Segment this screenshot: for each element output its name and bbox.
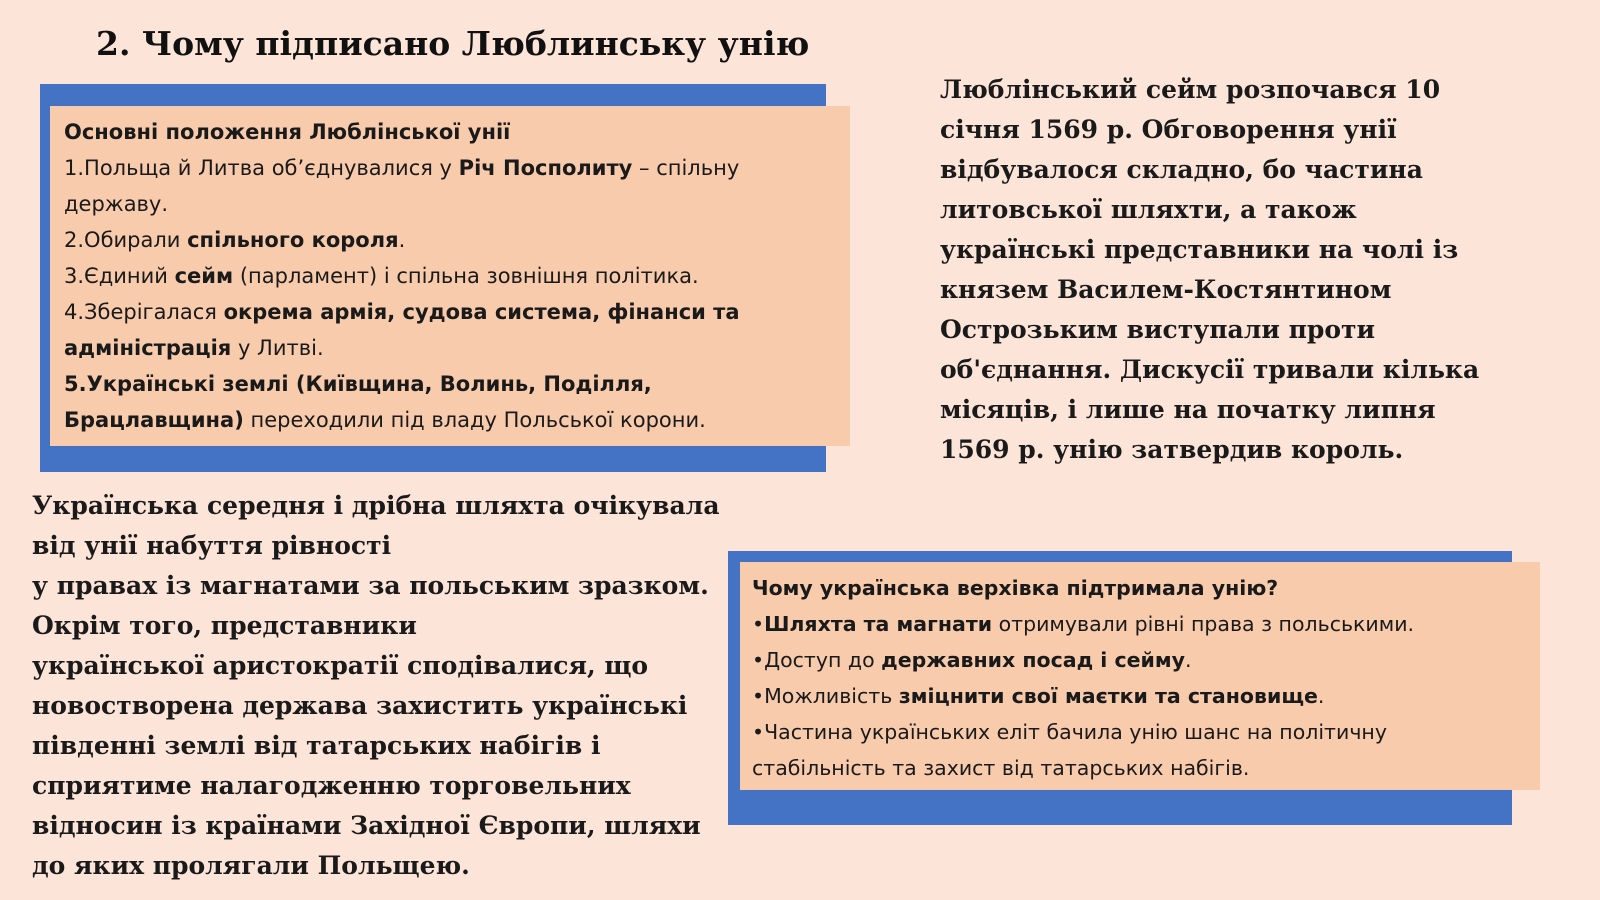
box1-item4-cont: адміністрація у Литві.	[64, 336, 324, 360]
box2-item1: •Шляхта та магнати отримували рівні права з польськими.	[752, 612, 1415, 636]
right-line: Люблінський сейм розпочався 10	[940, 75, 1441, 104]
right-line: литовської шляхти, а також	[940, 195, 1357, 224]
box2-item2: •Доступ до державних посад і сейму.	[752, 648, 1192, 672]
left-line: новостворена держава захистить українські	[32, 691, 688, 720]
right-line: відбувалося складно, бо частина	[940, 155, 1423, 184]
box2-reasons	[740, 562, 1540, 790]
right-line: 1569 р. унію затвердив король.	[940, 435, 1404, 464]
box1-heading: Основні положення Люблінської унії	[64, 120, 511, 144]
left-paragraph	[32, 486, 720, 886]
box1-provisions	[50, 106, 850, 446]
box2-item4-cont: стабільність та захист від татарських набігів.	[752, 756, 1250, 780]
right-line: українські представники на чолі із	[940, 235, 1459, 264]
left-line: сприятиме налагодженню торговельних	[32, 771, 631, 800]
box1-item1: 1.Польща й Литва об’єднувалися у Річ Посполиту – спільну	[64, 156, 740, 180]
left-line: відносин із країнами Західної Європи, шляхи	[32, 811, 701, 840]
left-line: південні землі від татарських набігів і	[32, 731, 601, 760]
right-line: Острозьким виступали проти	[940, 315, 1376, 344]
left-line: від унії набуття рівності	[32, 531, 392, 560]
box1-item3: 3.Єдиний сейм (парламент) і спільна зовнішня політика.	[64, 264, 699, 288]
box2-item3: •Можливість зміцнити свої маєтки та становище.	[752, 684, 1325, 708]
box2-heading: Чому українська верхівка підтримала унію?	[752, 576, 1279, 600]
box1-item5: 5.Українські землі (Київщина, Волинь, Поділля,	[64, 372, 652, 396]
box1-item4: 4.Зберігалася окрема армія, судова система, фінанси та	[64, 300, 740, 324]
left-line: Українська середня і дрібна шляхта очікувала	[32, 491, 720, 520]
right-paragraph	[940, 70, 1479, 470]
left-line: Окрім того, представники	[32, 611, 417, 640]
box1-item1-cont: державу.	[64, 192, 169, 216]
box1-item2: 2.Обирали спільного короля.	[64, 228, 406, 252]
left-line: у правах із магнатами за польським зразком.	[32, 571, 709, 600]
slide-title: 2. Чому підписано Люблинську унію	[96, 24, 810, 63]
right-line: місяців, і лише на початку липня	[940, 395, 1436, 424]
right-line: об'єднання. Дискусії тривали кілька	[940, 355, 1480, 384]
left-line: до яких пролягали Польщею.	[32, 851, 470, 880]
left-line: української аристократії сподівалися, що	[32, 651, 649, 680]
box2-item4: •Частина українських еліт бачила унію шанс на політичну	[752, 720, 1387, 744]
right-line: князем Василем-Костянтином	[940, 275, 1392, 304]
right-line: січня 1569 р. Обговорення унії	[940, 115, 1397, 144]
box1-item5-cont: Брацлавщина) переходили під владу Польської корони.	[64, 408, 706, 432]
